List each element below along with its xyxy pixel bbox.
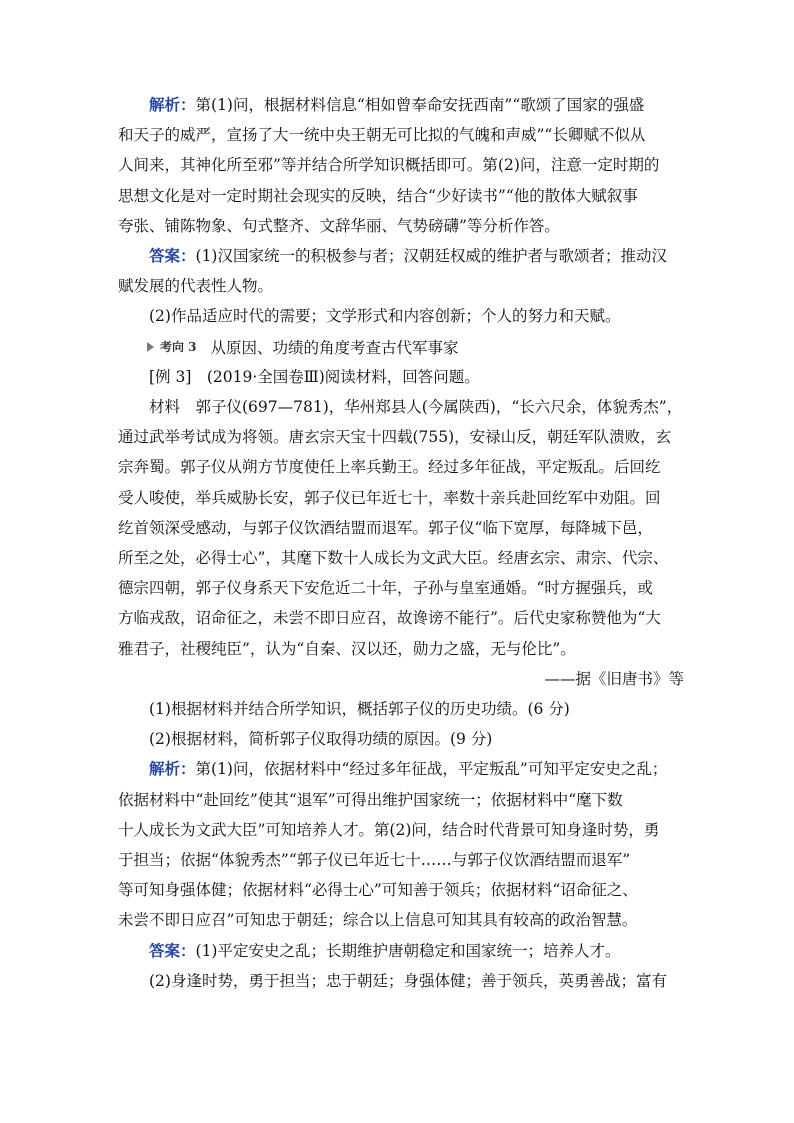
answer-label: 答案： — [149, 940, 196, 960]
document-page — [118, 90, 684, 996]
question-2: (2)根据材料，简析郭子仪取得功绩的原因。(9 分) — [149, 730, 493, 749]
analysis-2-line-3: 十人成长为文武大臣”可知培养人才。第(2)问，结合时代背景可知身逢时势，勇 — [118, 820, 660, 839]
material-line-4: 受人唆使，举兵威胁长安，郭子仪已年近七十，率数十亲兵赴回纥军中劝阻。回 — [118, 488, 661, 507]
analysis-2-line-1: 解析：第(1)问，依据材料中“经过多年征战，平定叛乱”可知平定安史之乱； — [149, 759, 668, 779]
answer-2-line-1: 答案：(1)平定安史之乱；长期维护唐朝稳定和国家统一；培养人才。 — [149, 940, 621, 960]
analysis-1-line-1: 解析：第(1)问，根据材料信息“相如曾奉命安抚西南”“歌颂了国家的强盛 — [149, 95, 645, 114]
triangle-marker-icon — [147, 342, 154, 352]
heading-tag: 考向 3 — [160, 340, 197, 355]
answer-2-line-2: (2)身逢时势，勇于担当；忠于朝廷；身强体健；善于领兵，英勇善战；富有 — [149, 971, 667, 990]
material-line-5: 纥首领深受感动，与郭子仪饮酒结盟而退军。郭子仪“临下宽厚，每降城下邑， — [118, 518, 653, 537]
material-line-6: 所至之处，必得士心”，其麾下数十人成长为文武大臣。经唐玄宗、肃宗、代宗、 — [118, 549, 669, 568]
analysis-2-line-2: 依据材料中“赴回纥”使其“退军”可得出维护国家统一；依据材料中“麾下数 — [118, 790, 623, 809]
material-line-9: 雅君子，社稷纯臣”，认为“自秦、汉以还，勋力之盛，无与伦比”。 — [118, 639, 576, 658]
material-line-3: 宗奔蜀。郭子仪从朔方节度使任上率兵勤王。经过多年征战，平定叛乱。后回纥 — [118, 458, 661, 477]
analysis-2-line-5: 等可知身强体健；依据材料“必得士心”可知善于领兵；依据材料“诏命征之、 — [118, 881, 638, 900]
answer-label: 答案： — [149, 246, 196, 266]
analysis-2-line-4: 于担当；依据“体貌秀杰”“郭子仪已年近七十……与郭子仪饮酒结盟而退军” — [118, 851, 631, 870]
analysis-label: 解析： — [149, 759, 196, 779]
analysis-1-line-5: 夸张、铺陈物象、句式整齐、文辞华丽、气势磅礴”等分析作答。 — [118, 216, 560, 235]
analysis-1-line-4: 思想文化是对一定时期社会现实的反映，结合“少好读书”“他的散体大赋叙事 — [118, 186, 638, 205]
heading-title: 从原因、功绩的角度考查古代军事家 — [210, 338, 459, 357]
answer-1-line-1: 答案：(1)汉国家统一的积极参与者；汉朝廷权威的维护者与歌颂者；推动汉 — [149, 246, 667, 266]
answer-1-line-3: (2)作品适应时代的需要；文学形式和内容创新；个人的努力和天赋。 — [149, 307, 621, 326]
example-intro: [例 3] (2019·全国卷Ⅲ)阅读材料，回答问题。 — [149, 367, 480, 386]
material-source: ——据《旧唐书》等 — [544, 669, 684, 688]
analysis-1-line-2: 和天子的威严，宣扬了大一统中央王朝无可比拟的气魄和声威”“长卿赋不似从 — [118, 126, 646, 145]
material-line-2: 通过武举考试成为将领。唐玄宗天宝十四载(755)，安禄山反，朝廷军队溃败，玄 — [118, 428, 672, 447]
material-line-7: 德宗四朝，郭子仪身系天下安危近二十年，子孙与皇室通婚。“时方握强兵，或 — [118, 579, 653, 598]
analysis-2-line-6: 未尝不即日应召”可知忠于朝廷；综合以上信息可知其具有较高的政治智慧。 — [118, 911, 638, 930]
material-line-1: 材料 郭子仪(697—781)，华州郑县人(今属陕西)，“长六尺余，体貌秀杰”， — [149, 398, 683, 417]
answer-1-line-2: 赋发展的代表性人物。 — [118, 277, 274, 296]
section-heading — [118, 332, 684, 362]
question-1: (1)根据材料并结合所学知识，概括郭子仪的历史功绩。(6 分) — [149, 700, 570, 719]
analysis-label: 解析： — [149, 95, 196, 114]
material-line-8: 方临戎敌，诏命征之，未尝不即日应召，故谗谤不能行”。后代史家称赞他为“大 — [118, 609, 661, 628]
analysis-1-line-3: 人间来，其神化所至邪”等并结合所学知识概括即可。第(2)问，注意一定时期的 — [118, 156, 660, 175]
